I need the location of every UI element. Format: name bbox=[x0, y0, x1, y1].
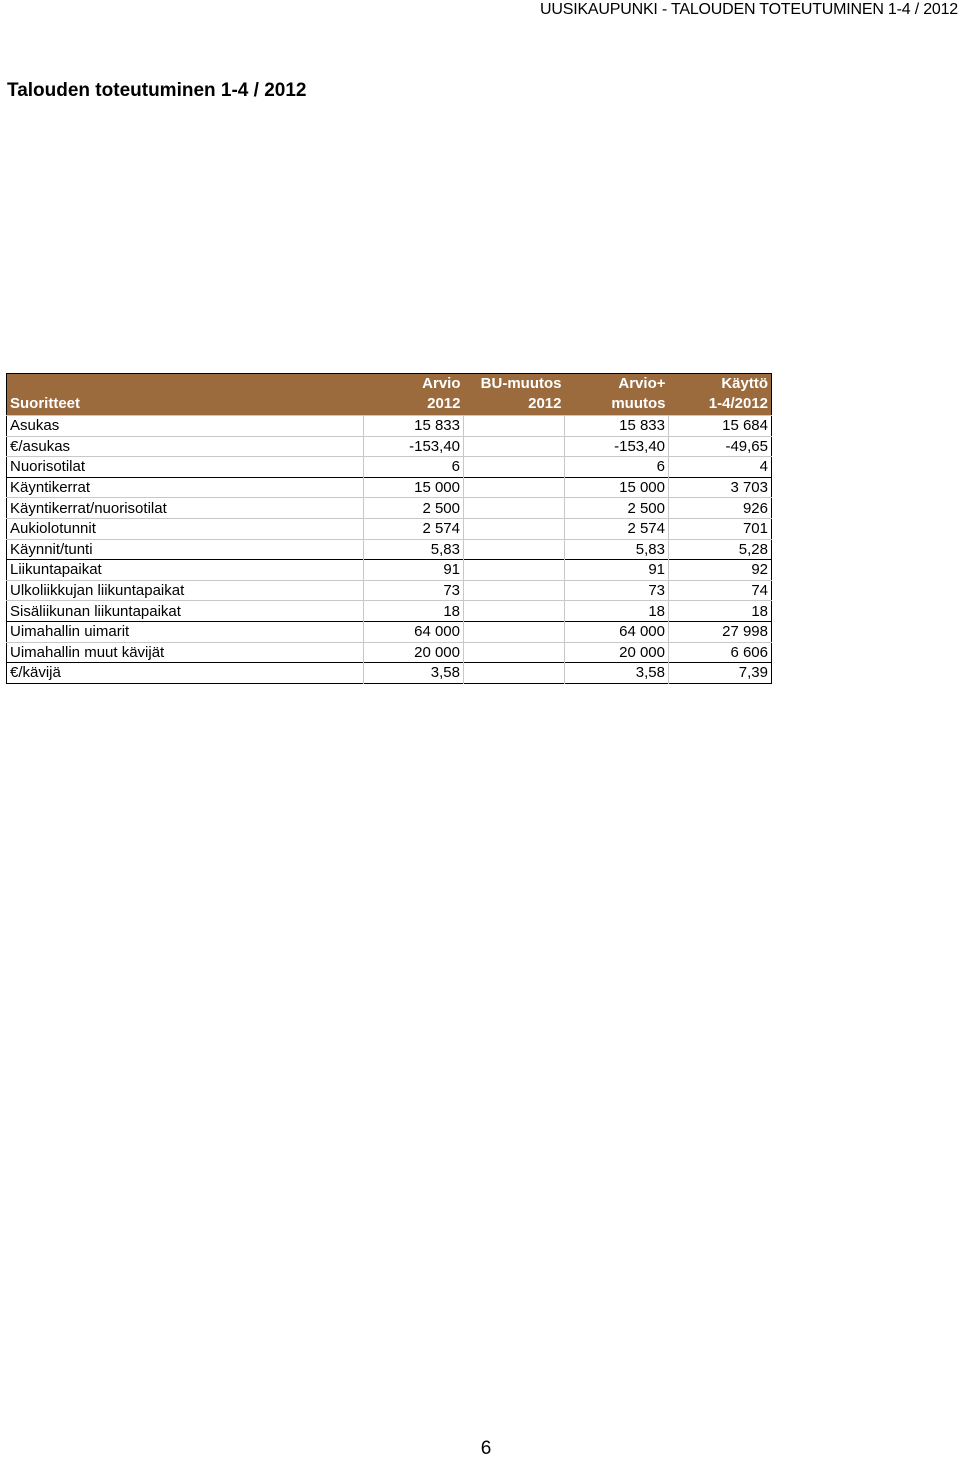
cell-bu bbox=[464, 642, 565, 663]
cell-bu bbox=[464, 477, 565, 498]
performance-table bbox=[6, 373, 772, 684]
cell-plus: 20 000 bbox=[565, 642, 669, 663]
table-row bbox=[7, 621, 772, 642]
cell-bu bbox=[464, 580, 565, 601]
row-label: Käyntikerrat/nuorisotilat bbox=[7, 498, 364, 519]
column-header-line1: Arvio+ bbox=[618, 375, 666, 392]
table-row bbox=[7, 663, 772, 684]
cell-plus: 73 bbox=[565, 580, 669, 601]
cell-bu bbox=[464, 539, 565, 560]
cell-bu bbox=[464, 498, 565, 519]
column-header-arvio bbox=[364, 374, 464, 416]
cell-bu bbox=[464, 621, 565, 642]
cell-kaytto: 27 998 bbox=[669, 621, 772, 642]
cell-kaytto: 18 bbox=[669, 601, 772, 622]
cell-arvio: -153,40 bbox=[364, 436, 464, 457]
cell-kaytto: 92 bbox=[669, 560, 772, 581]
row-label: Käyntikerrat bbox=[7, 477, 364, 498]
column-header-line1: Arvio bbox=[422, 375, 461, 392]
page-title: Talouden toteutuminen 1-4 / 2012 bbox=[7, 80, 307, 101]
row-label: Aukiolotunnit bbox=[7, 518, 364, 539]
table-row bbox=[7, 580, 772, 601]
cell-bu bbox=[464, 518, 565, 539]
table-row bbox=[7, 518, 772, 539]
cell-bu bbox=[464, 416, 565, 437]
cell-kaytto: 5,28 bbox=[669, 539, 772, 560]
row-label: Nuorisotilat bbox=[7, 457, 364, 478]
cell-arvio: 73 bbox=[364, 580, 464, 601]
cell-kaytto: 7,39 bbox=[669, 663, 772, 684]
column-header-kaytto bbox=[669, 374, 772, 416]
cell-arvio: 20 000 bbox=[364, 642, 464, 663]
cell-plus: 2 500 bbox=[565, 498, 669, 519]
table-row bbox=[7, 560, 772, 581]
cell-bu bbox=[464, 601, 565, 622]
row-label: Uimahallin muut kävijät bbox=[7, 642, 364, 663]
row-label: Käynnit/tunti bbox=[7, 539, 364, 560]
table-row bbox=[7, 436, 772, 457]
cell-arvio: 18 bbox=[364, 601, 464, 622]
column-header-line2: muutos bbox=[611, 395, 666, 412]
table-row bbox=[7, 477, 772, 498]
page-number: 6 bbox=[480, 1438, 492, 1459]
cell-arvio: 6 bbox=[364, 457, 464, 478]
cell-arvio: 64 000 bbox=[364, 621, 464, 642]
row-label: €/asukas bbox=[7, 436, 364, 457]
cell-bu bbox=[464, 457, 565, 478]
cell-plus: 64 000 bbox=[565, 621, 669, 642]
column-header-line1: Käyttö bbox=[721, 375, 768, 392]
table-row bbox=[7, 457, 772, 478]
row-label: Sisäliikunan liikuntapaikat bbox=[7, 601, 364, 622]
table-row bbox=[7, 498, 772, 519]
cell-plus: 6 bbox=[565, 457, 669, 478]
cell-kaytto: 926 bbox=[669, 498, 772, 519]
cell-arvio: 2 500 bbox=[364, 498, 464, 519]
row-label: Uimahallin uimarit bbox=[7, 621, 364, 642]
column-header-line2: 2012 bbox=[528, 395, 562, 412]
cell-arvio: 15 000 bbox=[364, 477, 464, 498]
running-header: UUSIKAUPUNKI - TALOUDEN TOTEUTUMINEN 1-4 / 2012 bbox=[540, 1, 958, 18]
row-label: Ulkoliikkujan liikuntapaikat bbox=[7, 580, 364, 601]
cell-plus: -153,40 bbox=[565, 436, 669, 457]
cell-kaytto: 4 bbox=[669, 457, 772, 478]
table-row bbox=[7, 416, 772, 437]
cell-arvio: 91 bbox=[364, 560, 464, 581]
column-header-arvio-muutos bbox=[565, 374, 669, 416]
row-label: Liikuntapaikat bbox=[7, 560, 364, 581]
table-body bbox=[7, 416, 772, 684]
column-header-line2: 1-4/2012 bbox=[708, 395, 768, 412]
column-header-line2: Suoritteet bbox=[10, 395, 81, 412]
cell-bu bbox=[464, 663, 565, 684]
column-header-bu-muutos bbox=[464, 374, 565, 416]
cell-bu bbox=[464, 560, 565, 581]
column-header-line2: 2012 bbox=[427, 395, 461, 412]
cell-plus: 3,58 bbox=[565, 663, 669, 684]
row-label: €/kävijä bbox=[7, 663, 364, 684]
cell-arvio: 3,58 bbox=[364, 663, 464, 684]
column-header-suoritteet bbox=[7, 374, 364, 416]
cell-kaytto: -49,65 bbox=[669, 436, 772, 457]
cell-plus: 2 574 bbox=[565, 518, 669, 539]
header-row bbox=[7, 374, 772, 416]
cell-plus: 15 833 bbox=[565, 416, 669, 437]
column-header-line1: BU-muutos bbox=[480, 375, 562, 392]
cell-kaytto: 15 684 bbox=[669, 416, 772, 437]
cell-plus: 91 bbox=[565, 560, 669, 581]
cell-plus: 18 bbox=[565, 601, 669, 622]
cell-kaytto: 3 703 bbox=[669, 477, 772, 498]
cell-arvio: 15 833 bbox=[364, 416, 464, 437]
row-label: Asukas bbox=[7, 416, 364, 437]
cell-kaytto: 6 606 bbox=[669, 642, 772, 663]
table-header bbox=[7, 374, 772, 416]
table-row bbox=[7, 601, 772, 622]
cell-bu bbox=[464, 436, 565, 457]
cell-arvio: 2 574 bbox=[364, 518, 464, 539]
cell-kaytto: 701 bbox=[669, 518, 772, 539]
table-row bbox=[7, 642, 772, 663]
cell-plus: 15 000 bbox=[565, 477, 669, 498]
cell-kaytto: 74 bbox=[669, 580, 772, 601]
table-row bbox=[7, 539, 772, 560]
cell-arvio: 5,83 bbox=[364, 539, 464, 560]
cell-plus: 5,83 bbox=[565, 539, 669, 560]
